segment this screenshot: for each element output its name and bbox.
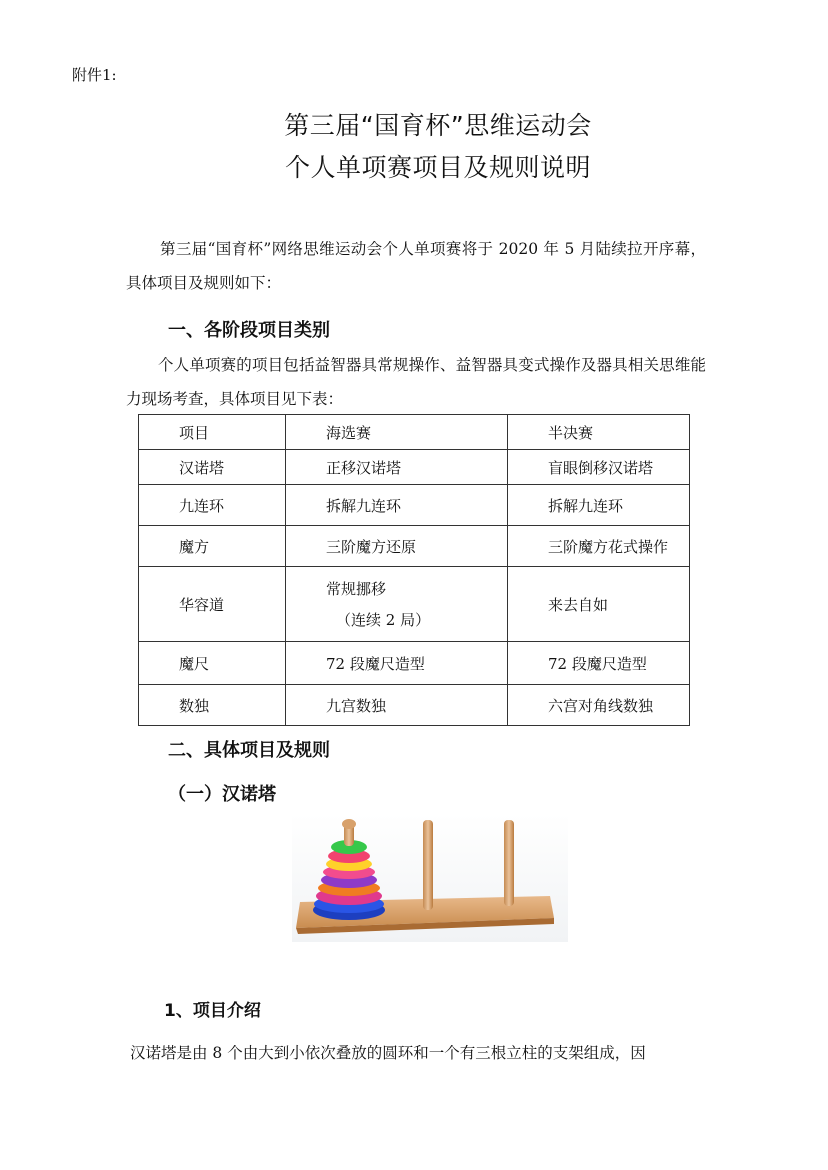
table-row — [139, 450, 690, 485]
tower-of-hanoi-icon — [292, 814, 568, 942]
table-cell-item: 魔尺 — [139, 642, 286, 685]
peg-cap — [342, 819, 356, 829]
table-cell-item: 魔方 — [139, 526, 286, 567]
table-cell-prelim: 三阶魔方还原 — [286, 526, 508, 567]
prelim-text: 常规挪移 — [326, 580, 387, 598]
table-cell-prelim: 九宫数独 — [286, 685, 508, 726]
table-cell-item: 数独 — [139, 685, 286, 726]
table-cell-item: 九连环 — [139, 485, 286, 526]
prelim-note: （连续 2 局） — [336, 611, 431, 629]
table-header-cell: 项目 — [139, 415, 286, 450]
table-row — [139, 685, 690, 726]
table-cell-item: 汉诺塔 — [139, 450, 286, 485]
table-cell-semi: 来去自如 — [508, 567, 690, 642]
table-cell-semi: 三阶魔方花式操作 — [508, 526, 690, 567]
item-intro-heading: 1、项目介绍 — [164, 1001, 261, 1021]
peg-middle — [423, 820, 433, 910]
categories-paragraph: 个人单项赛的项目包括益智器具常规操作、益智器具变式操作及器具相关思维能力现场考查，具体项目见下表： — [126, 356, 706, 408]
table-header-cell: 海选赛 — [286, 415, 508, 450]
table-cell-prelim: 72 段魔尺造型 — [286, 642, 508, 685]
table-header-cell: 半决赛 — [508, 415, 690, 450]
table-row — [139, 526, 690, 567]
table-cell-semi: 72 段魔尺造型 — [508, 642, 690, 685]
section-heading-categories: 一、各阶段项目类别 — [168, 320, 330, 341]
table-cell-semi: 拆解九连环 — [508, 485, 690, 526]
table-row — [139, 485, 690, 526]
table-cell-semi: 盲眼倒移汉诺塔 — [508, 450, 690, 485]
table-cell-prelim: 正移汉诺塔 — [286, 450, 508, 485]
table-cell-prelim — [286, 567, 508, 642]
table-header-row — [139, 415, 690, 450]
table-row — [139, 642, 690, 685]
document-title-line-1: 第三届“国育杯”思维运动会 — [284, 111, 592, 140]
events-table — [138, 414, 690, 726]
table-cell-semi: 六宫对角线数独 — [508, 685, 690, 726]
table-cell-item: 华容道 — [139, 567, 286, 642]
section-heading-rules: 二、具体项目及规则 — [168, 740, 330, 761]
peg-right — [504, 820, 514, 906]
intro-paragraph: 第三届“国育杯”网络思维运动会个人单项赛将于 2020 年 5 月陆续拉开序幕，具体项目及规则如下： — [126, 240, 706, 292]
table-cell-prelim: 拆解九连环 — [286, 485, 508, 526]
item-intro-paragraph: 汉诺塔是由 8 个由大到小依次叠放的圆环和一个有三根立柱的支架组成，因 — [130, 1044, 646, 1062]
attachment-label: 附件1: — [72, 66, 117, 84]
tower-of-hanoi-illustration — [292, 814, 568, 942]
table-row — [139, 567, 690, 642]
document-title-line-2: 个人单项赛项目及规则说明 — [284, 153, 591, 182]
subsection-heading-hanoi: （一）汉诺塔 — [168, 784, 276, 805]
